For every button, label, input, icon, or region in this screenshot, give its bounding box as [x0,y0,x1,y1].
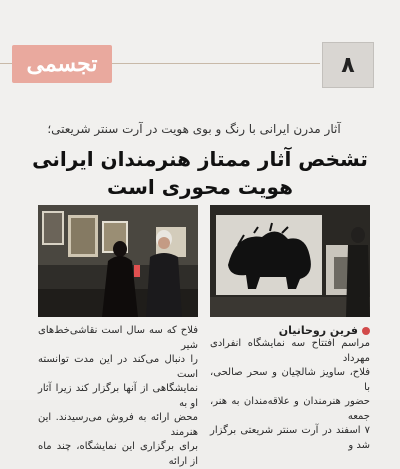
body-line: فلاح، ساویز شالچیان و سحر صالحی، با [210,367,370,393]
page-number-box [322,42,374,88]
lion-artwork-illustration [210,205,370,317]
section-header [0,42,400,86]
body-line: ۷ اسفند در آرت سنتر شریعتی برگزار شد و [210,425,370,451]
byline-bullet-icon [362,327,370,335]
article-column-right [210,337,370,453]
gallery-visitors-illustration [38,205,198,317]
body-line: را دنبال می‌کند در این مدت توانسته است [38,354,198,380]
section-title: تجسمی [26,51,98,77]
gallery-visitors-photo [38,205,198,317]
body-line: محض ارائه به فروش می‌رسیدند. این هنرمند [38,412,198,438]
article-column-left [38,324,198,469]
article-kicker: آثار مدرن ایرانی با رنگ و بوی هویت در آرت سنتر شریعتی؛ [47,122,341,136]
page-number: ۸ [341,52,355,78]
body-line: فلاح که سه سال است نقاشی‌خط‌های شیر [38,325,198,351]
body-line: حضور هنرمندان و علاقه‌مندان به هنر، جمعه [210,396,370,422]
body-line: مراسم افتتاح سه نمایشگاه انفرادی مهرداد [210,338,370,364]
body-line: نمایشگاهی از آنها برگزار کند زیرا آثار او به [38,383,198,409]
byline-author: فرین روحانیان [278,324,358,337]
article-headline [30,145,370,201]
lion-artwork-photo [210,205,370,317]
body-line: برای برگزاری این نمایشگاه، چند ماه از ارائه [38,441,198,467]
headline-line-1: تشخص آثار ممتاز هنرمندان ایرانی [32,147,368,171]
headline-line-2: هویت محوری است [107,175,293,199]
byline [279,324,370,337]
section-tab [12,45,112,83]
